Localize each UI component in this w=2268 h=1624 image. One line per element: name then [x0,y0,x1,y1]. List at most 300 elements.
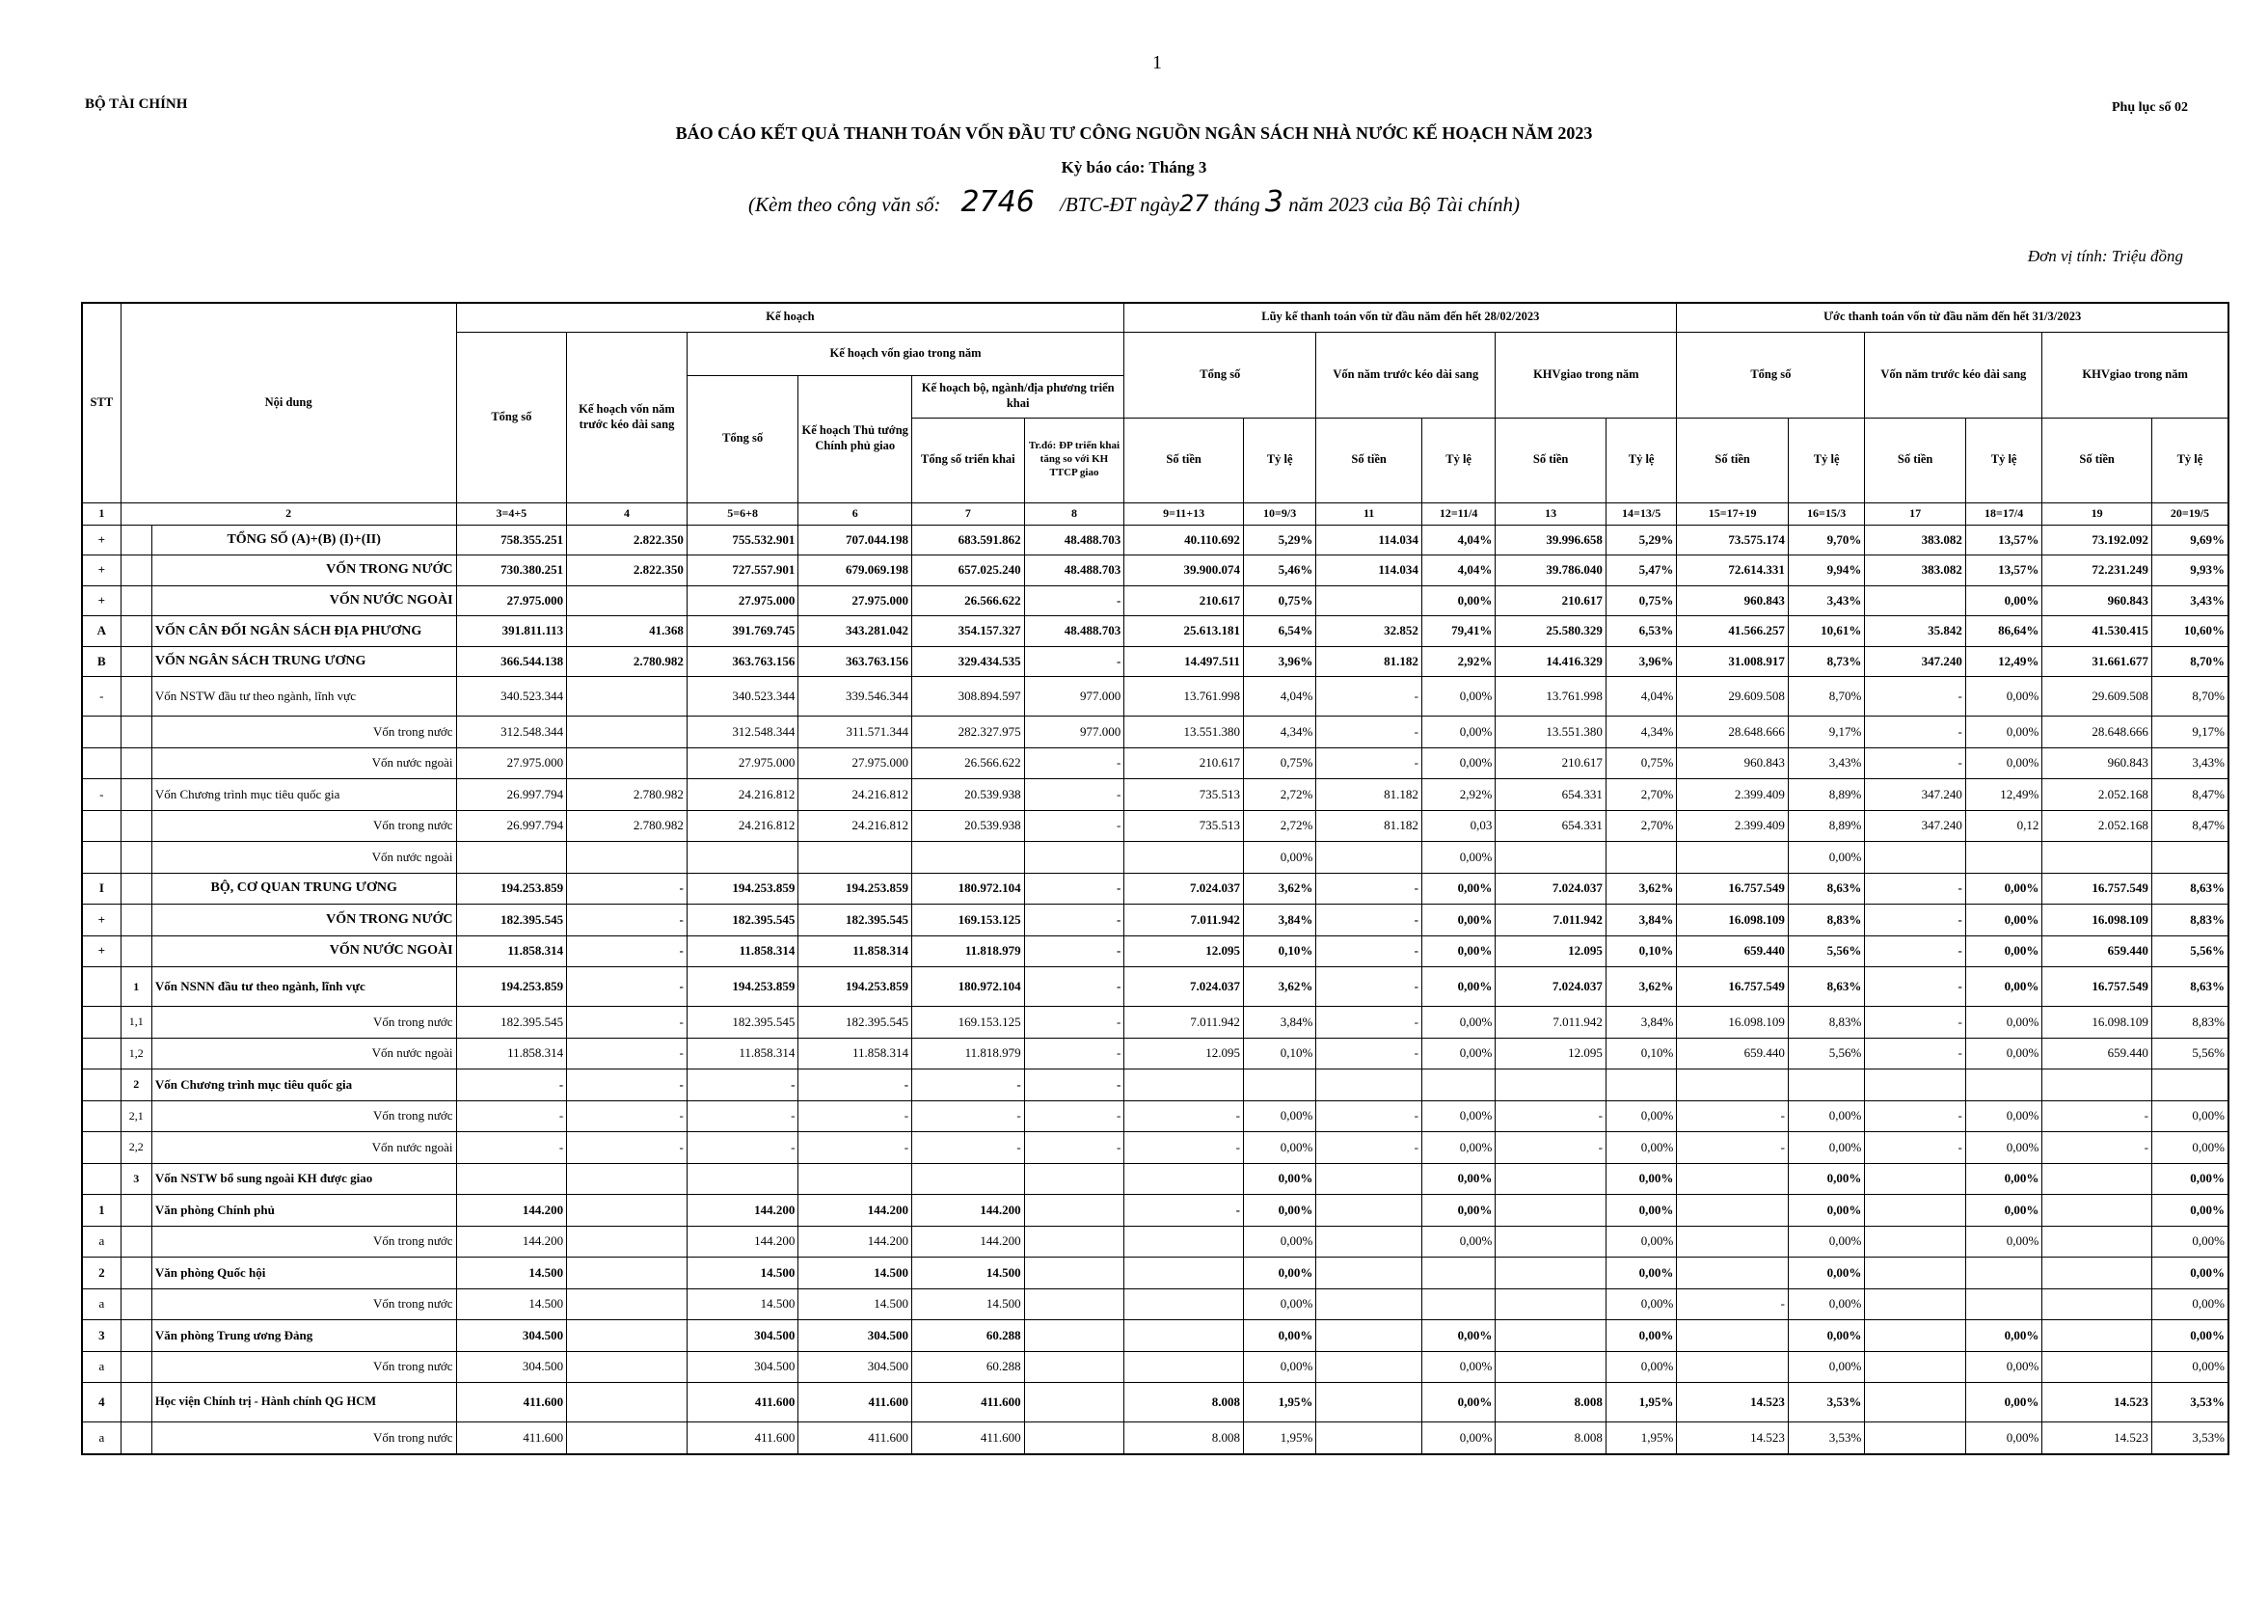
row-value-cell: 3,62% [1243,967,1315,1007]
table-row [82,810,2228,842]
row-label: VỐN TRONG NƯỚC [151,555,456,586]
row-value-cell: 0,00% [1243,1163,1315,1195]
row-value-cell: 304.500 [456,1320,567,1352]
header-content: Nội dung [121,303,456,502]
organization-name: BỘ TÀI CHÍNH [85,96,188,112]
row-value-cell [1865,842,1966,874]
row-value-cell: 0,75% [1606,747,1676,779]
row-value-cell [1865,1320,1966,1352]
ref-suffix: năm 2023 của Bộ Tài chính) [1288,193,1520,216]
table-row [82,779,2228,811]
row-value-cell: 683.591.862 [912,525,1025,555]
row-value-cell: - [687,1100,798,1132]
row-value-cell: 4,04% [1606,677,1676,717]
row-value-cell: 3,53% [2151,1422,2228,1454]
index-cell: 17 [1865,502,1966,525]
table-row [82,873,2228,905]
header-rate: Tỷ lệ [1243,418,1315,502]
row-value-cell: 8,83% [2151,1007,2228,1039]
row-value-cell: 14.500 [456,1258,567,1289]
row-value-cell: 311.571.344 [798,717,912,748]
row-value-cell: 28.648.666 [1677,717,1789,748]
header-pm-plan: Kế hoạch Thủ tướng Chính phủ giao [798,375,912,502]
index-cell: 11 [1316,502,1422,525]
row-value-cell: 14.500 [687,1258,798,1289]
unit-label: Đơn vị tính: Triệu đồng [2027,247,2183,265]
row-stt: + [82,935,121,967]
row-value-cell: 659.440 [1677,935,1789,967]
index-cell: 4 [567,502,688,525]
row-sub-number [121,677,151,717]
row-value-cell [2042,1195,2152,1227]
row-value-cell: 8,89% [1788,779,1864,811]
row-label: Vốn NSTW bổ sung ngoài KH được giao [151,1163,456,1195]
row-value-cell: 114.034 [1316,525,1422,555]
index-cell: 1 [82,502,121,525]
row-value-cell: 26.997.794 [456,810,567,842]
row-value-cell: 8,63% [2151,967,2228,1007]
row-stt [82,810,121,842]
row-value-cell: 210.617 [1496,747,1606,779]
row-stt: a [82,1226,121,1258]
row-value-cell [1316,1258,1422,1289]
row-value-cell: 5,56% [2151,1038,2228,1069]
header-amount: Số tiền [1677,418,1789,502]
row-value-cell [1316,585,1422,616]
row-value-cell [1024,1422,1124,1454]
row-value-cell: 194.253.859 [456,873,567,905]
row-value-cell: 13.761.998 [1496,677,1606,717]
row-value-cell: 0,10% [1243,935,1315,967]
row-value-cell: 8,63% [1788,967,1864,1007]
row-value-cell: - [687,1132,798,1164]
row-value-cell: 3,84% [1243,1007,1315,1039]
row-value-cell: 339.546.344 [798,677,912,717]
row-value-cell: 3,96% [1243,646,1315,677]
row-value-cell: 7.011.942 [1496,1007,1606,1039]
row-value-cell: - [456,1069,567,1101]
row-value-cell: 9,70% [1788,525,1864,555]
row-value-cell [1421,1258,1495,1289]
row-value-cell: 182.395.545 [456,905,567,936]
row-sub-number [121,1258,151,1289]
table-row [82,1258,2228,1289]
table-row [82,842,2228,874]
row-value-cell: - [1024,1069,1124,1101]
row-value-cell: - [1316,905,1422,936]
row-label: Vốn trong nước [151,1351,456,1383]
table-row [82,1320,2228,1352]
header-deployed-total: Tổng số triển khai [912,418,1025,502]
row-value-cell: 182.395.545 [798,1007,912,1039]
row-sub-number [121,646,151,677]
row-value-cell [567,585,688,616]
row-sub-number: 2,1 [121,1100,151,1132]
header-prev-year-plan: Kế hoạch vốn năm trước kéo dài sang [567,332,688,502]
row-value-cell [1865,1163,1966,1195]
ref-prefix: (Kèm theo công văn số: [748,193,941,216]
row-value-cell: - [1024,967,1124,1007]
row-value-cell: - [1316,1038,1422,1069]
row-label: Vốn trong nước [151,1422,456,1454]
row-sub-number [121,585,151,616]
header-assigned-total: Tổng số [687,375,798,502]
row-value-cell [1865,585,1966,616]
row-value-cell: 11.858.314 [687,935,798,967]
row-value-cell: 654.331 [1496,810,1606,842]
row-value-cell: 304.500 [456,1351,567,1383]
row-value-cell [1965,1288,2041,1320]
header-feb-total: Tổng số [1124,332,1316,418]
row-value-cell: 304.500 [798,1320,912,1352]
row-value-cell: 2.399.409 [1677,810,1789,842]
row-value-cell: 0,00% [1421,1226,1495,1258]
row-value-cell: - [1024,779,1124,811]
row-value-cell: 14.416.329 [1496,646,1606,677]
row-value-cell [567,1383,688,1422]
row-value-cell: - [1124,1100,1244,1132]
row-value-cell: 5,29% [1243,525,1315,555]
header-feb-khv: KHVgiao trong năm [1496,332,1677,418]
row-value-cell: - [567,1100,688,1132]
row-value-cell [2042,1226,2152,1258]
row-stt: - [82,779,121,811]
row-stt: + [82,905,121,936]
row-value-cell: 0,00% [1788,1351,1864,1383]
row-value-cell: 730.380.251 [456,555,567,586]
row-value-cell [1965,1258,2041,1289]
row-value-cell: 39.996.658 [1496,525,1606,555]
row-stt [82,1069,121,1101]
row-value-cell: 2.822.350 [567,555,688,586]
row-value-cell: 411.600 [687,1422,798,1454]
row-value-cell: 0,00% [1606,1195,1676,1227]
row-value-cell: 5,47% [1606,555,1676,586]
row-value-cell: - [1677,1132,1789,1164]
row-value-cell [1024,1195,1124,1227]
row-value-cell: 7.011.942 [1124,905,1244,936]
row-label: VỐN CÂN ĐỐI NGÂN SÁCH ĐỊA PHƯƠNG [151,616,456,647]
row-stt: a [82,1422,121,1454]
row-stt: - [82,677,121,717]
row-value-cell: 758.355.251 [456,525,567,555]
row-value-cell: 144.200 [798,1195,912,1227]
row-stt: 4 [82,1383,121,1422]
table-row [82,935,2228,967]
row-value-cell: 0,00% [1421,842,1495,874]
row-value-cell: 14.500 [912,1258,1025,1289]
row-stt: + [82,585,121,616]
row-value-cell: 35.842 [1865,616,1966,647]
row-value-cell [1865,1069,1966,1101]
row-value-cell: 14.500 [456,1288,567,1320]
row-value-cell: 14.500 [687,1288,798,1320]
row-value-cell: 144.200 [687,1195,798,1227]
table-row [82,525,2228,555]
row-value-cell: 144.200 [456,1226,567,1258]
row-value-cell: 2.399.409 [1677,779,1789,811]
row-value-cell: 329.434.535 [912,646,1025,677]
row-value-cell: 4,04% [1421,525,1495,555]
index-cell: 6 [798,502,912,525]
row-label: Vốn NSTW đầu tư theo ngành, lĩnh vực [151,677,456,717]
row-value-cell: 7.024.037 [1496,967,1606,1007]
row-label: VỐN TRONG NƯỚC [151,905,456,936]
row-value-cell: - [798,1069,912,1101]
index-cell: 14=13/5 [1606,502,1676,525]
row-value-cell: 0,00% [1788,1163,1864,1195]
row-value-cell: 8,47% [2151,810,2228,842]
header-amount: Số tiền [1316,418,1422,502]
row-value-cell [567,677,688,717]
row-value-cell: - [1316,873,1422,905]
row-value-cell: 3,62% [1606,967,1676,1007]
row-value-cell: 210.617 [1496,585,1606,616]
row-sub-number [121,717,151,748]
row-value-cell: 5,56% [1788,1038,1864,1069]
row-value-cell [1124,1069,1244,1101]
row-value-cell: 79,41% [1421,616,1495,647]
row-value-cell [912,1163,1025,1195]
row-sub-number [121,1226,151,1258]
row-value-cell: 383.082 [1865,555,1966,586]
row-value-cell: 0,00% [1965,717,2041,748]
row-value-cell: 7.024.037 [1496,873,1606,905]
column-index-row [82,502,2228,525]
row-stt [82,1132,121,1164]
row-value-cell: 60.288 [912,1351,1025,1383]
row-value-cell: 0,00% [1965,935,2041,967]
row-value-cell: 0,00% [2151,1163,2228,1195]
row-value-cell: 48.488.703 [1024,525,1124,555]
row-value-cell: 0,00% [2151,1351,2228,1383]
row-value-cell: 2,92% [1421,779,1495,811]
row-value-cell: 654.331 [1496,779,1606,811]
row-value-cell: 0,00% [1965,747,2041,779]
row-value-cell: 0,75% [1243,747,1315,779]
row-value-cell: 4,04% [1243,677,1315,717]
header-assigned-plan: Kế hoạch vốn giao trong năm [687,332,1123,375]
row-value-cell: 977.000 [1024,717,1124,748]
table-row [82,905,2228,936]
row-value-cell: 340.523.344 [687,677,798,717]
row-value-cell: - [1024,1132,1124,1164]
row-value-cell: 29.609.508 [2042,677,2152,717]
row-value-cell: 0,12 [1965,810,2041,842]
row-value-cell: - [1316,1100,1422,1132]
row-value-cell [1024,1226,1124,1258]
row-value-cell: 6,53% [1606,616,1676,647]
row-value-cell: 0,00% [1243,1132,1315,1164]
row-value-cell: 383.082 [1865,525,1966,555]
table-row [82,677,2228,717]
row-value-cell: 1,95% [1606,1422,1676,1454]
row-sub-number [121,905,151,936]
row-sub-number: 2,2 [121,1132,151,1164]
row-value-cell [1316,1422,1422,1454]
table-row [82,1195,2228,1227]
row-value-cell: 13,57% [1965,525,2041,555]
row-value-cell: 144.200 [798,1226,912,1258]
row-value-cell: 0,75% [1606,585,1676,616]
row-value-cell: 26.566.622 [912,585,1025,616]
row-value-cell [567,842,688,874]
row-value-cell: - [567,1038,688,1069]
row-value-cell: 41.566.257 [1677,616,1789,647]
row-value-cell: 679.069.198 [798,555,912,586]
row-value-cell: 0,00% [1965,1422,2041,1454]
header-rate: Tỷ lệ [1606,418,1676,502]
row-value-cell [1496,1351,1606,1383]
row-value-cell: 12.095 [1496,935,1606,967]
row-value-cell: 363.763.156 [798,646,912,677]
row-value-cell: - [456,1132,567,1164]
row-value-cell: - [1865,677,1966,717]
ref-day-handwritten: 27 [1178,190,1209,217]
row-value-cell: 347.240 [1865,646,1966,677]
row-value-cell [567,747,688,779]
row-value-cell: 14.523 [2042,1422,2152,1454]
row-value-cell: 0,00% [1965,967,2041,1007]
row-stt: B [82,646,121,677]
row-value-cell [1677,842,1789,874]
row-value-cell: 12,49% [1965,779,2041,811]
row-sub-number [121,1383,151,1422]
row-value-cell: - [1677,1288,1789,1320]
row-value-cell: 14.500 [798,1288,912,1320]
row-value-cell [1606,842,1676,874]
row-value-cell: 282.327.975 [912,717,1025,748]
row-value-cell [567,1195,688,1227]
row-value-cell: - [1677,1100,1789,1132]
row-value-cell: 0,00% [1788,1100,1864,1132]
row-value-cell: - [2042,1100,2152,1132]
index-cell: 7 [912,502,1025,525]
row-stt: 2 [82,1258,121,1289]
row-value-cell: 20.539.938 [912,779,1025,811]
table-row [82,1163,2228,1195]
row-value-cell: 0,10% [1243,1038,1315,1069]
row-value-cell [1124,1258,1244,1289]
row-value-cell: 0,00% [1606,1100,1676,1132]
row-value-cell: 312.548.344 [456,717,567,748]
row-value-cell: - [1024,905,1124,936]
row-label: Vốn nước ngoài [151,747,456,779]
row-value-cell: 755.532.901 [687,525,798,555]
row-value-cell [2042,1320,2152,1352]
row-value-cell: 8,70% [2151,677,2228,717]
row-value-cell: 144.200 [456,1195,567,1227]
row-value-cell: 0,00% [1606,1132,1676,1164]
header-local-increase: Tr.đó: ĐP triển khai tăng so với KH TTCP giao [1024,418,1124,502]
row-value-cell: 8,63% [2151,873,2228,905]
row-value-cell: 5,46% [1243,555,1315,586]
row-value-cell: 8.008 [1496,1422,1606,1454]
row-value-cell [1024,842,1124,874]
row-value-cell: 960.843 [1677,585,1789,616]
row-value-cell [1965,1069,2041,1101]
row-value-cell: 0,00% [1965,905,2041,936]
row-value-cell: 0,00% [1421,967,1495,1007]
row-value-cell: 182.395.545 [687,905,798,936]
row-value-cell: 27.975.000 [798,747,912,779]
header-rate: Tỷ lệ [2151,418,2228,502]
row-value-cell [1677,1351,1789,1383]
row-value-cell: - [1024,646,1124,677]
row-value-cell: 0,00% [1421,717,1495,748]
ref-month-text: tháng [1213,193,1260,216]
row-value-cell: - [1865,935,1966,967]
row-value-cell: 347.240 [1865,779,1966,811]
row-value-cell: 2,70% [1606,779,1676,811]
row-value-cell: 0,00% [1421,1422,1495,1454]
row-value-cell: - [1316,935,1422,967]
row-value-cell: 194.253.859 [798,967,912,1007]
row-value-cell [567,1422,688,1454]
row-value-cell: 2.052.168 [2042,810,2152,842]
payment-report-table [81,302,2229,1455]
row-value-cell: - [1024,1100,1124,1132]
row-value-cell: - [1865,967,1966,1007]
row-value-cell: 0,00% [1788,1226,1864,1258]
row-value-cell: 304.500 [798,1351,912,1383]
row-value-cell: 14.523 [2042,1383,2152,1422]
row-value-cell [912,842,1025,874]
row-value-cell: 31.008.917 [1677,646,1789,677]
row-sub-number [121,747,151,779]
row-value-cell: 0,00% [1421,935,1495,967]
table-row [82,1422,2228,1454]
row-value-cell: 48.488.703 [1024,555,1124,586]
table-row [82,1007,2228,1039]
row-value-cell: 73.192.092 [2042,525,2152,555]
header-amount: Số tiền [2042,418,2152,502]
header-mar-prev-funds: Vốn năm trước kéo dài sang [1865,332,2042,418]
row-value-cell: 659.440 [2042,935,2152,967]
row-value-cell: 3,43% [2151,585,2228,616]
row-value-cell: 2,72% [1243,779,1315,811]
row-value-cell: - [1124,1132,1244,1164]
row-value-cell: 16.757.549 [2042,873,2152,905]
table-row [82,555,2228,586]
row-value-cell: 0,00% [1965,1351,2041,1383]
page-number: 1 [1152,52,1162,73]
row-value-cell: 3,84% [1243,905,1315,936]
table-row [82,1069,2228,1101]
row-value-cell: 312.548.344 [687,717,798,748]
row-sub-number [121,779,151,811]
reference-line [0,185,2268,219]
row-value-cell: 2,72% [1243,810,1315,842]
row-value-cell: 0,00% [1965,1163,2041,1195]
row-value-cell: 12,49% [1965,646,2041,677]
row-value-cell [1496,1288,1606,1320]
row-value-cell: 8,83% [1788,905,1864,936]
row-sub-number [121,525,151,555]
row-value-cell: 24.216.812 [798,810,912,842]
row-value-cell [1496,1320,1606,1352]
row-value-cell: 0,00% [2151,1320,2228,1352]
row-value-cell: 1,95% [1243,1422,1315,1454]
row-value-cell: - [1124,1195,1244,1227]
row-value-cell: 3,84% [1606,905,1676,936]
row-value-cell: 28.648.666 [2042,717,2152,748]
row-value-cell: 10,60% [2151,616,2228,647]
row-value-cell: - [1865,1132,1966,1164]
row-value-cell [2042,1069,2152,1101]
row-value-cell: 4,34% [1243,717,1315,748]
row-value-cell: - [1865,1100,1966,1132]
